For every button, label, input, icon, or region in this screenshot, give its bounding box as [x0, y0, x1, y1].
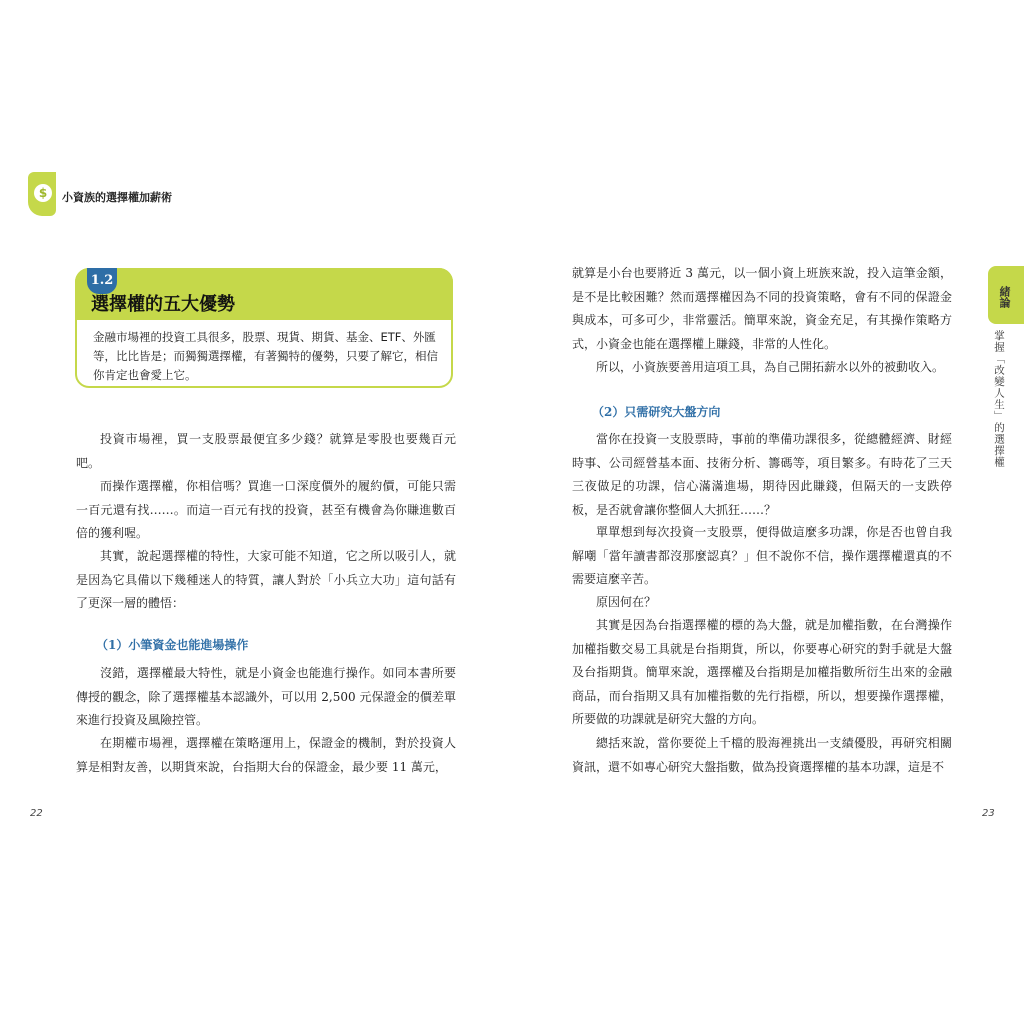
paragraph: 總括來說，當你要從上千檔的股海裡挑出一支績優股，再研究相關資訊，還不如專心研究大盤指數，做為投資選擇權的基本功課，這是不: [572, 736, 952, 774]
page-number-right: 23: [982, 808, 995, 819]
section-title: 選擇權的五大優勢: [91, 294, 235, 315]
chapter-tab-label: 緒論: [998, 286, 1011, 308]
page-number-left: 22: [30, 808, 43, 819]
subheading: （2）只需研究大盤方向: [592, 405, 721, 419]
paragraph: 沒錯，選擇權最大特性，就是小資金也能進行操作。如同本書所要傳授的觀念，除了選擇權基本認識外，可以用 2,500 元保證金的價差單來進行投資及風險控管。: [76, 666, 456, 727]
paragraph: 當你在投資一支股票時，事前的準備功課很多，從總體經濟、財經時事、公司經營基本面、技術分析、籌碼等，項目繁多。有時花了三天三夜做足的功課，信心滿滿進場，期待因此賺錢，但隔天的一支跌停板，是否就會讓你整個人大抓狂……？: [572, 432, 952, 517]
paragraph: 投資市場裡，買一支股票最便宜多少錢？就算是零股也要幾百元吧。: [76, 432, 456, 470]
paragraph: 所以，小資族要善用這項工具，為自己開拓薪水以外的被動收入。: [596, 360, 945, 374]
paragraph: 其實，說起選擇權的特性，大家可能不知道，它之所以吸引人，就是因為它具備以下幾種迷人的特質，讓人對於「小兵立大功」這句話有了更深一層的體悟：: [76, 549, 456, 610]
book-title: 小資族的選擇權加薪術: [62, 191, 172, 204]
book-header-tab: [28, 172, 56, 216]
paragraph: 而操作選擇權，你相信嗎？買進一口深度價外的履約價，可能只需一百元還有找……。而這一百元有找的投資，甚至有機會為你賺進數百倍的獲利喔。: [76, 479, 456, 540]
paragraph: 就算是小台也要將近 3 萬元，以一個小資上班族來說，投入這筆金額，是不是比較困難？然而選擇權因為不同的投資策略，會有不同的保證金與成本，可多可少，非常靈活。簡單來說，資金充足，有其操作策略方式，小資金也能在選擇權上賺錢，非常的人性化。: [572, 266, 952, 351]
coin-icon: $: [34, 184, 52, 202]
section-intro: 金融市場裡的投資工具很多，股票、現貨、期貨、基金、ETF、外匯等，比比皆是；而獨獨選擇權，有著獨特的優勢，只要了解它，相信你肯定也會愛上它。: [93, 330, 438, 382]
paragraph: 單單想到每次投資一支股票，便得做這麼多功課，你是否也曾自我解嘲「當年讀書都沒那麼認真？」但不說你不信，操作選擇權還真的不需要這麼辛苦。: [572, 525, 952, 586]
section-header: [75, 268, 453, 320]
section-box: [75, 268, 453, 388]
subheading: （1）小筆資金也能進場操作: [96, 638, 249, 652]
chapter-tab: [988, 266, 1024, 324]
paragraph: 其實是因為台指選擇權的標的為大盤，就是加權指數，在台灣操作加權指數交易工具就是台指期貨，所以，你要專心研究的對手就是大盤及台指期貨。簡單來說，選擇權及台指期是加權指數所衍生出來的金融商品，而台指期又具有加權指數的先行指標，所以，想要操作選擇權，所要做的功課就是研究大盤的方向。: [572, 618, 952, 726]
paragraph: 原因何在？: [596, 595, 657, 609]
chapter-subtitle: 掌握「改變人生」的選擇權: [993, 330, 1005, 468]
section-number: 1.2: [87, 268, 117, 294]
paragraph: 在期權市場裡，選擇權在策略運用上，保證金的機制，對於投資人算是相對友善，以期貨來說，台指期大台的保證金，最少要 11 萬元，: [76, 736, 456, 774]
